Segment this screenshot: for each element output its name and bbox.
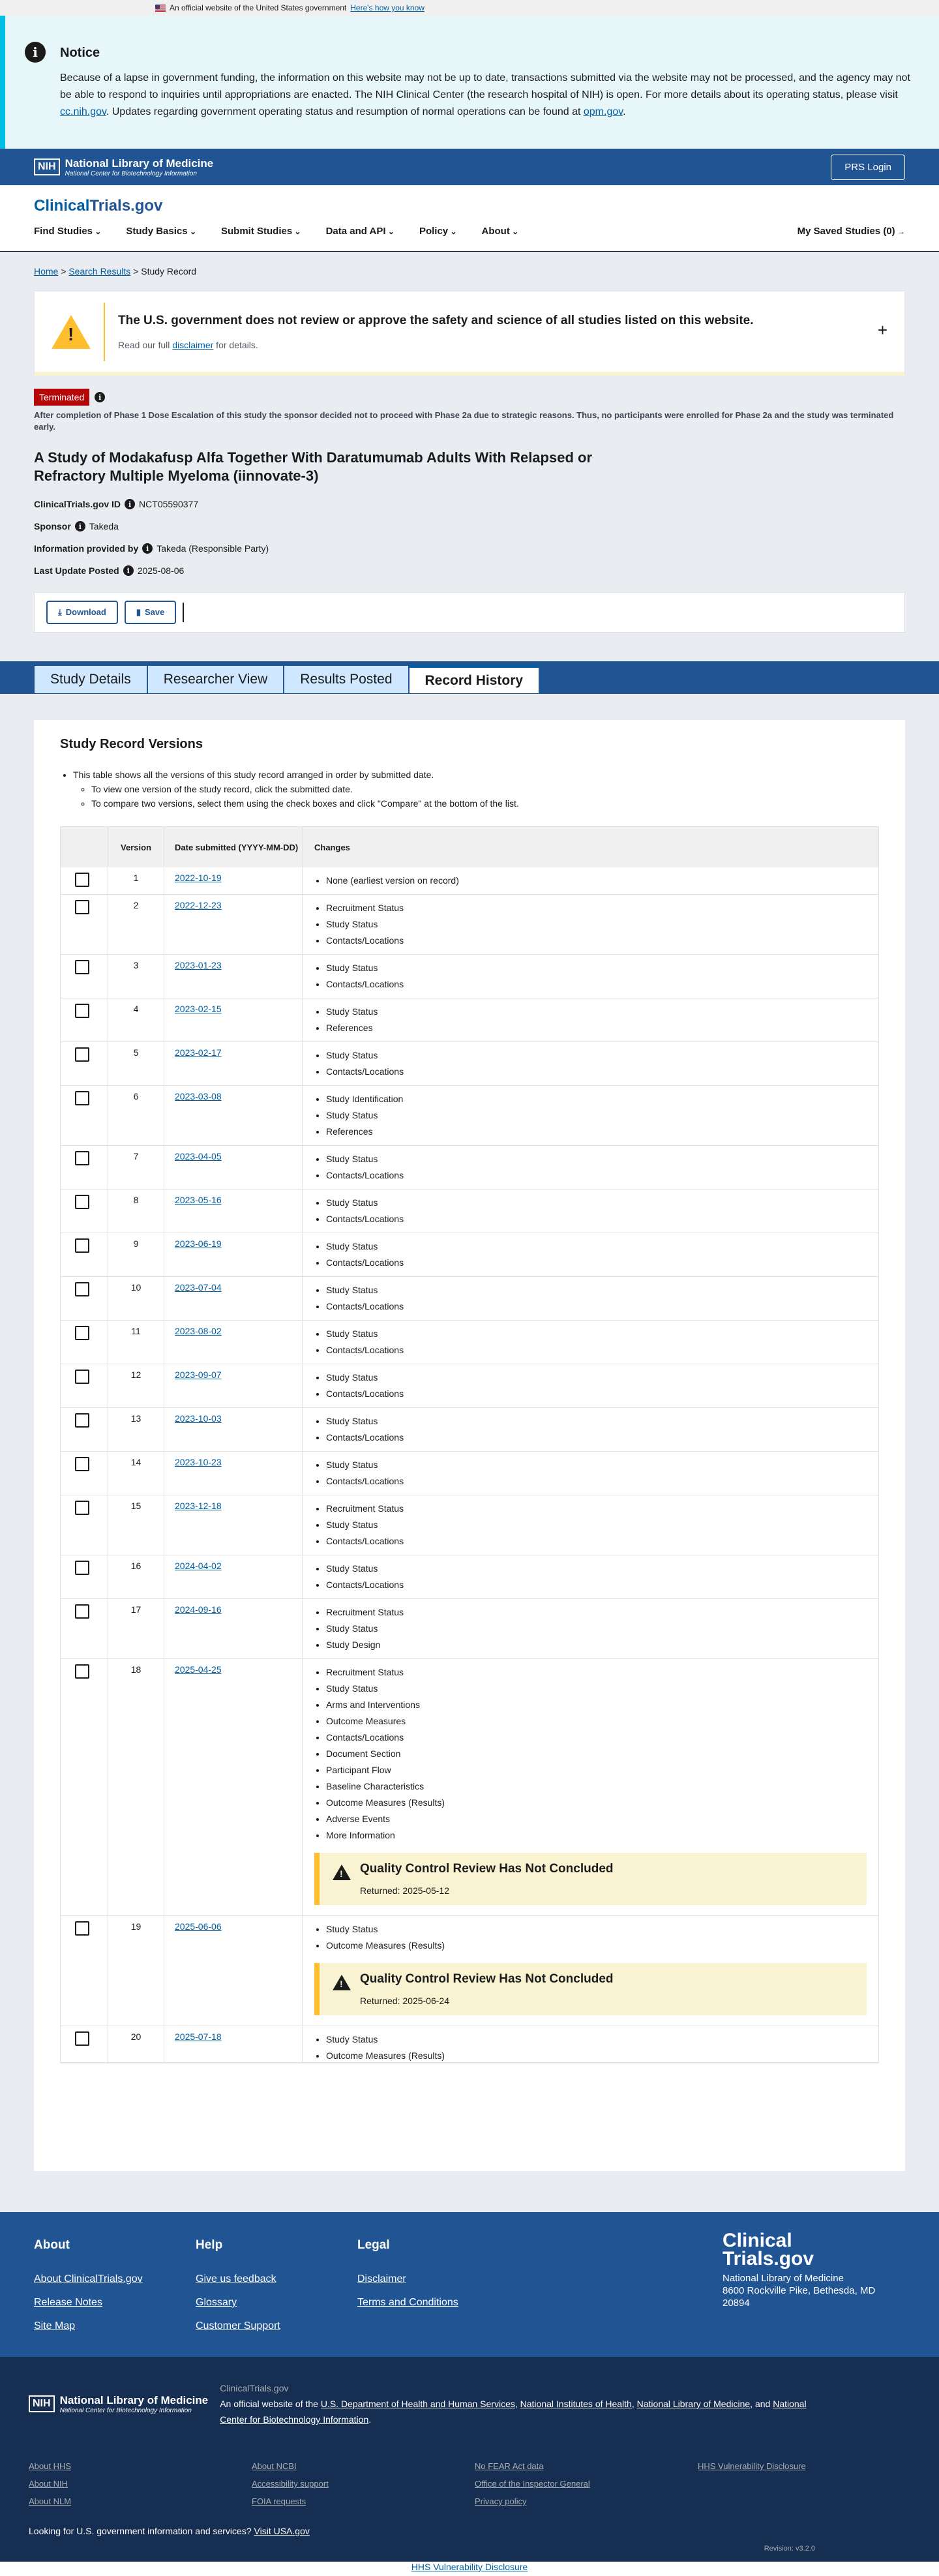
change-item: • Study Status [326, 1151, 878, 1167]
version-date-link[interactable]: 2023-06-19 [175, 1238, 222, 1249]
info-icon[interactable]: i [125, 499, 135, 509]
table-row [61, 895, 878, 955]
ct-logo[interactable]: ClinicalTrials.gov [34, 197, 163, 215]
change-item: • Study Status [326, 1047, 878, 1064]
footer-link[interactable]: Office of the Inspector General [475, 2479, 590, 2489]
qc-returned: Returned: 2025-06-24 [360, 1996, 449, 2006]
site-footer [0, 2212, 939, 2357]
version-number: 10 [108, 1277, 164, 1320]
versions-info: • This table shows all the versions of this study record arranged in order by submitted date. [73, 768, 879, 782]
info-icon[interactable]: i [95, 392, 105, 402]
changes-list [314, 1238, 878, 1271]
us-flag-icon [155, 5, 166, 12]
nlm-header [0, 149, 939, 185]
versions-info-2: ◦ To compare two versions, select them using the check boxes and click "Compare" at the bottom of the list. [91, 796, 879, 811]
version-number: 17 [108, 1599, 164, 1658]
footer-address: Clinical Trials.gov National Library of Medicine 8600 Rockville Pike, Bethesda, MD 20894 [723, 2230, 876, 2309]
version-date-link[interactable]: 2023-02-15 [175, 1004, 222, 1014]
table-row [61, 1277, 878, 1321]
changes-list [314, 1004, 878, 1036]
table-row [61, 998, 878, 1042]
change-item: • Contacts/Locations [326, 1386, 878, 1402]
footer-link[interactable]: No FEAR Act data [475, 2461, 544, 2471]
changes-list [314, 1413, 878, 1446]
table-row [61, 1364, 878, 1408]
versions-table [60, 826, 879, 2063]
version-date-link[interactable]: 2023-10-03 [175, 1413, 222, 1424]
footer-link[interactable]: HHS Vulnerability Disclosure [698, 2461, 806, 2471]
tab-study-details[interactable]: Study Details [34, 665, 147, 694]
table-row [61, 1599, 878, 1659]
footer-link[interactable]: About NCBI [252, 2461, 297, 2471]
version-date-link[interactable]: 2024-04-02 [175, 1561, 222, 1571]
gov-banner-text: An official website of the United States government [170, 3, 347, 12]
why-stopped: After completion of Phase 1 Dose Escalation of this study the sponsor decided not to proceed with Phase 2a due to strategic reasons. Thus, no participants were enrolled for Phase 2a and the study was terminated early. [34, 410, 894, 432]
changes-list [314, 1457, 878, 1490]
table-body [61, 867, 878, 2063]
table-row [61, 1233, 878, 1277]
change-item: • Outcome Measures (Results) [326, 1938, 878, 1954]
version-number: 15 [108, 1495, 164, 1555]
version-checkbox[interactable] [75, 1282, 89, 1296]
version-date-link[interactable]: 2023-01-23 [175, 960, 222, 970]
change-item: • Study Design [326, 1637, 878, 1653]
change-item: • Outcome Measures (Results) [326, 2048, 878, 2063]
nlm-name: National Library of Medicine [65, 157, 214, 170]
breadcrumb-search[interactable]: Search Results [68, 266, 131, 277]
change-item: • Study Status [326, 1621, 878, 1637]
footer-link[interactable]: About NLM [29, 2496, 72, 2506]
version-number: 12 [108, 1364, 164, 1407]
table-header [61, 827, 878, 867]
changes-list [314, 1370, 878, 1402]
version-checkbox[interactable] [75, 1151, 89, 1165]
change-item: • Study Status [326, 1107, 878, 1124]
changes-list [314, 1664, 878, 1844]
change-item: • Contacts/Locations [326, 1730, 878, 1746]
change-item: • Contacts/Locations [326, 1255, 878, 1271]
version-checkbox[interactable] [75, 873, 89, 887]
change-item: • Contacts/Locations [326, 976, 878, 993]
version-checkbox[interactable] [75, 1370, 89, 1384]
change-item: • Study Status [326, 1681, 878, 1697]
disclaimer-alert [34, 291, 905, 376]
qc-title: Quality Control Review Has Not Concluded [360, 1972, 614, 1986]
version-checkbox[interactable] [75, 1004, 89, 1018]
main-nav [34, 226, 905, 237]
col-date: Date submitted (YYYY-MM-DD) [164, 827, 302, 867]
changes-list [314, 1047, 878, 1080]
warning-icon [333, 1865, 351, 1880]
change-item: • Study Status [326, 1004, 878, 1020]
version-number: 3 [108, 955, 164, 998]
warning-icon [52, 315, 91, 349]
col-changes: Changes [302, 827, 878, 867]
version-checkbox[interactable] [75, 1501, 89, 1515]
change-item: • Outcome Measures [326, 1713, 878, 1730]
changes-list [314, 1091, 878, 1140]
versions-panel [34, 720, 905, 2171]
version-date-link[interactable]: 2025-06-06 [175, 1921, 222, 1932]
footer-link[interactable]: FOIA requests [252, 2496, 306, 2506]
version-checkbox[interactable] [75, 1921, 89, 1936]
changes-list [314, 2031, 878, 2063]
nav-study-basics[interactable]: Study Basics ⌄ [126, 226, 196, 237]
table-row [61, 1086, 878, 1146]
change-item: • Contacts/Locations [326, 933, 878, 949]
change-item: • Contacts/Locations [326, 1167, 878, 1184]
version-number: 7 [108, 1146, 164, 1189]
footer-link[interactable]: About HHS [29, 2461, 72, 2471]
version-number: 2 [108, 895, 164, 954]
change-item: • Recruitment Status [326, 1604, 878, 1621]
download-icon: ⤓ [58, 607, 62, 617]
table-row [61, 1495, 878, 1555]
change-item: • Study Status [326, 1517, 878, 1533]
nav-about[interactable]: About ⌄ [482, 226, 519, 237]
changes-list [314, 1282, 878, 1315]
table-row [61, 1659, 878, 1916]
version-date-link[interactable]: 2023-10-23 [175, 1457, 222, 1467]
change-item: • Adverse Events [326, 1811, 878, 1827]
version-checkbox[interactable] [75, 1413, 89, 1428]
change-item: • Study Status [326, 1457, 878, 1473]
heres-how-link[interactable]: Here's how you know [350, 3, 425, 12]
version-date-link[interactable]: 2025-04-25 [175, 1664, 222, 1675]
info-provider: Takeda (Responsible Party) [156, 543, 269, 554]
nlm-footer-logo[interactable]: NIH National Library of Medicine National Center for Biotechnology Information [29, 2380, 208, 2427]
nav-submit-studies[interactable]: Submit Studies ⌄ [221, 226, 301, 237]
table-row [61, 2026, 878, 2063]
gov-banner [0, 0, 939, 16]
qc-alert [314, 1963, 867, 2015]
change-item: • Recruitment Status [326, 900, 878, 916]
footer-logo: Clinical [723, 2230, 792, 2251]
version-checkbox[interactable] [75, 1195, 89, 1209]
version-number: 20 [108, 2026, 164, 2063]
version-date-link[interactable]: 2023-07-04 [175, 1282, 222, 1293]
record-tabs [0, 661, 939, 694]
action-bar [34, 592, 905, 633]
version-number: 18 [108, 1659, 164, 1915]
change-item: • Study Status [326, 2031, 878, 2048]
version-number: 1 [108, 867, 164, 894]
qc-returned: Returned: 2025-05-12 [360, 1885, 449, 1896]
change-item: • Contacts/Locations [326, 1430, 878, 1446]
disclaimer-sub: Read our full disclaimer for details. [118, 339, 258, 350]
tab-results-posted[interactable]: Results Posted [284, 665, 408, 694]
footer-about-heading: About [34, 2238, 70, 2252]
info-icon[interactable]: i [75, 521, 85, 532]
status-badge: Terminated [34, 389, 89, 406]
version-number: 19 [108, 1916, 164, 2026]
version-checkbox[interactable] [75, 1326, 89, 1340]
sponsor: Takeda [89, 521, 119, 532]
version-date-link[interactable]: 2023-12-18 [175, 1501, 222, 1511]
version-checkbox[interactable] [75, 1047, 89, 1062]
change-item: • References [326, 1020, 878, 1036]
nav-find-studies[interactable]: Find Studies ⌄ [34, 226, 101, 237]
version-number: 14 [108, 1452, 164, 1495]
changes-list [314, 960, 878, 993]
version-number: 11 [108, 1321, 164, 1364]
footer-legal-heading: Legal [357, 2238, 390, 2252]
change-item: • Study Status [326, 916, 878, 933]
change-item: • Baseline Characteristics [326, 1778, 878, 1795]
footer-help-heading: Help [196, 2238, 223, 2252]
change-item: • Recruitment Status [326, 1501, 878, 1517]
version-date-link[interactable]: 2023-04-05 [175, 1151, 222, 1161]
breadcrumb: Home > Search Results > Study Record [34, 266, 197, 277]
version-number: 5 [108, 1042, 164, 1085]
study-title: A Study of Modakafusp Alfa Together With Daratumumab Adults With Relapsed or Refractory Multiple Myeloma (iinnovate-3) [34, 449, 593, 484]
changes-list [314, 1326, 878, 1358]
col-version: Version [108, 827, 164, 867]
changes-list [314, 1151, 878, 1184]
hhs-link[interactable]: U.S. Department of Health and Human Services [320, 2399, 515, 2409]
opm-link[interactable]: opm.gov [583, 106, 623, 117]
version-checkbox[interactable] [75, 2031, 89, 2046]
version-date-link[interactable]: 2023-09-07 [175, 1370, 222, 1380]
footer-link[interactable]: Accessibility support [252, 2479, 329, 2489]
version-checkbox[interactable] [75, 1664, 89, 1679]
tab-researcher-view[interactable]: Researcher View [147, 665, 284, 694]
changes-list [314, 1195, 878, 1227]
changes-list [314, 1604, 878, 1653]
changes-list [314, 873, 878, 889]
version-date-link[interactable]: 2022-12-23 [175, 900, 222, 910]
changes-list [314, 1561, 878, 1593]
revision: Revision: v3.2.0 [764, 2545, 815, 2553]
versions-info-1: ◦ To view one version of the study record, click the submitted date. [91, 782, 879, 796]
breadcrumb-home[interactable]: Home [34, 266, 59, 277]
qc-title: Quality Control Review Has Not Concluded [360, 1862, 614, 1876]
table-row [61, 1146, 878, 1190]
change-item: • More Information [326, 1827, 878, 1844]
change-item: • Outcome Measures (Results) [326, 1795, 878, 1811]
version-checkbox[interactable] [75, 900, 89, 914]
nih-link[interactable]: National Institutes of Health [520, 2399, 632, 2409]
tab-record-history[interactable]: Record History [409, 665, 540, 694]
info-icon: i [25, 42, 46, 63]
change-item: • References [326, 1124, 878, 1140]
ncbi-link[interactable]: National Center for Biotechnology Information [220, 2399, 807, 2425]
version-number: 16 [108, 1555, 164, 1598]
version-date-link[interactable]: 2024-09-16 [175, 1604, 222, 1615]
version-checkbox[interactable] [75, 1561, 89, 1575]
version-date-link[interactable]: 2025-07-18 [175, 2031, 222, 2042]
change-item: • None (earliest version on record) [326, 873, 878, 889]
save-button[interactable]: ▮ Save [125, 601, 177, 624]
change-item: • Study Status [326, 1921, 878, 1938]
change-item: • Study Status [326, 1326, 878, 1342]
notice-body: Because of a lapse in government funding, the information on this website may not be up to date, transactions submitted via the website may not be processed, and the agency may not be able to respond to inquiries until appropriations are enacted. The NIH Clinical Center (the research hospital of NIH) is open. For more details about its operating status, please visit cc.nih.gov. Updates regarding government operating status and resumption of normal operations can be found at opm.gov. [60, 72, 910, 117]
bookmark-icon: ▮ [136, 607, 142, 617]
versions-title: Study Record Versions [60, 737, 203, 751]
version-checkbox[interactable] [75, 1238, 89, 1253]
breadcrumb-current: Study Record [141, 266, 197, 277]
usa-gov: Looking for U.S. government information and services? Visit USA.gov [29, 2526, 310, 2536]
notice-banner [0, 16, 939, 149]
my-saved-studies[interactable]: My Saved Studies (0) → [797, 226, 905, 237]
change-item: • Contacts/Locations [326, 1533, 878, 1550]
nlm-sub: National Center for Biotechnology Information [65, 170, 197, 177]
table-row [61, 1452, 878, 1495]
official-site-text: ClinicalTrials.gov An official website of the U.S. Department of Health and Human Services, National Institutes of Health, National Library of Medicine, and National Center for Biotechnology Information. [220, 2383, 807, 2425]
table-row [61, 867, 878, 895]
version-checkbox[interactable] [75, 1457, 89, 1471]
download-button[interactable]: ⤓ Download [46, 601, 118, 624]
footer-release-notes[interactable]: Release Notes [34, 2297, 102, 2308]
change-item: • Study Identification [326, 1091, 878, 1107]
changes-list [314, 1501, 878, 1550]
version-date-link[interactable]: 2023-03-08 [175, 1091, 222, 1101]
hhs-vulnerability-link[interactable]: HHS Vulnerability Disclosure [411, 2562, 528, 2572]
changes-list [314, 1921, 878, 1954]
change-item: • Study Status [326, 1561, 878, 1577]
disclaimer-title: The U.S. government does not review or approve the safety and science of all studies listed on this website. [118, 313, 754, 327]
footer-feedback[interactable]: Give us feedback [196, 2273, 276, 2284]
change-item: • Study Status [326, 1195, 878, 1211]
change-item: • Contacts/Locations [326, 1064, 878, 1080]
change-item: • Contacts/Locations [326, 1211, 878, 1227]
warning-icon [333, 1975, 351, 1990]
hhs-vulnerability-bar [0, 2562, 939, 2576]
version-checkbox[interactable] [75, 960, 89, 974]
change-item: • Study Status [326, 1282, 878, 1298]
study-id: NCT05590377 [139, 499, 199, 509]
info-label: Information provided by [34, 543, 139, 554]
change-item: • Contacts/Locations [326, 1473, 878, 1490]
prs-login-button[interactable]: PRS Login [831, 155, 905, 180]
version-number: 13 [108, 1408, 164, 1451]
qc-alert [314, 1853, 867, 1905]
table-row [61, 1042, 878, 1086]
last-update: 2025-08-06 [137, 565, 185, 576]
id-label: ClinicalTrials.gov ID [34, 499, 121, 509]
footer-links [29, 2461, 910, 2506]
version-date-link[interactable]: 2022-10-19 [175, 873, 222, 883]
disclaimer-link[interactable]: disclaimer [172, 339, 214, 350]
nih-logo: NIH [34, 158, 60, 175]
version-number: 4 [108, 998, 164, 1041]
footer-glossary[interactable]: Glossary [196, 2297, 237, 2308]
footer-support[interactable]: Customer Support [196, 2320, 280, 2331]
info-icon[interactable]: i [142, 543, 153, 554]
footer-site-map[interactable]: Site Map [34, 2320, 76, 2331]
change-item: • Contacts/Locations [326, 1342, 878, 1358]
footer-link[interactable]: Privacy policy [475, 2496, 527, 2506]
changes-list [314, 900, 878, 949]
change-item: • Study Status [326, 1370, 878, 1386]
table-row [61, 1916, 878, 2026]
expand-icon[interactable]: + [877, 320, 887, 340]
sponsor-label: Sponsor [34, 521, 71, 532]
change-item: • Recruitment Status [326, 1664, 878, 1681]
table-row [61, 1408, 878, 1452]
usa-gov-link[interactable]: Visit USA.gov [254, 2526, 310, 2536]
study-meta [34, 493, 905, 582]
cc-nih-link[interactable]: cc.nih.gov [60, 106, 106, 117]
footer-link[interactable]: About NIH [29, 2479, 68, 2489]
version-checkbox[interactable] [75, 1091, 89, 1105]
change-item: • Study Status [326, 960, 878, 976]
nlm-footer [0, 2357, 939, 2576]
table-row [61, 1190, 878, 1233]
change-item: • Arms and Interventions [326, 1697, 878, 1713]
table-row [61, 955, 878, 998]
table-row [61, 1555, 878, 1599]
change-item: • Study Status [326, 1238, 878, 1255]
nih-logo: NIH [29, 2395, 55, 2412]
footer-about-ct[interactable]: About ClinicalTrials.gov [34, 2273, 143, 2284]
notice-title: Notice [60, 46, 100, 60]
table-row [61, 1321, 878, 1364]
version-date-link[interactable]: 2023-05-16 [175, 1195, 222, 1205]
nlm-logo[interactable] [34, 157, 213, 177]
version-number: 9 [108, 1233, 164, 1276]
nav-policy[interactable]: Policy ⌄ [419, 226, 457, 237]
version-number: 8 [108, 1190, 164, 1233]
info-icon[interactable]: i [123, 565, 134, 576]
version-number: 6 [108, 1086, 164, 1145]
site-header [0, 185, 939, 252]
change-item: • Participant Flow [326, 1762, 878, 1778]
change-item: • Document Section [326, 1746, 878, 1762]
version-checkbox[interactable] [75, 1604, 89, 1619]
change-item: • Contacts/Locations [326, 1298, 878, 1315]
updated-label: Last Update Posted [34, 565, 119, 576]
nav-data-api[interactable]: Data and API ⌄ [326, 226, 395, 237]
nlm-link[interactable]: National Library of Medicine [636, 2399, 751, 2409]
change-item: • Contacts/Locations [326, 1577, 878, 1593]
version-date-link[interactable]: 2023-08-02 [175, 1326, 222, 1336]
footer-disclaimer[interactable]: Disclaimer [357, 2273, 406, 2284]
version-date-link[interactable]: 2023-02-17 [175, 1047, 222, 1058]
footer-terms[interactable]: Terms and Conditions [357, 2297, 458, 2308]
change-item: • Study Status [326, 1413, 878, 1430]
